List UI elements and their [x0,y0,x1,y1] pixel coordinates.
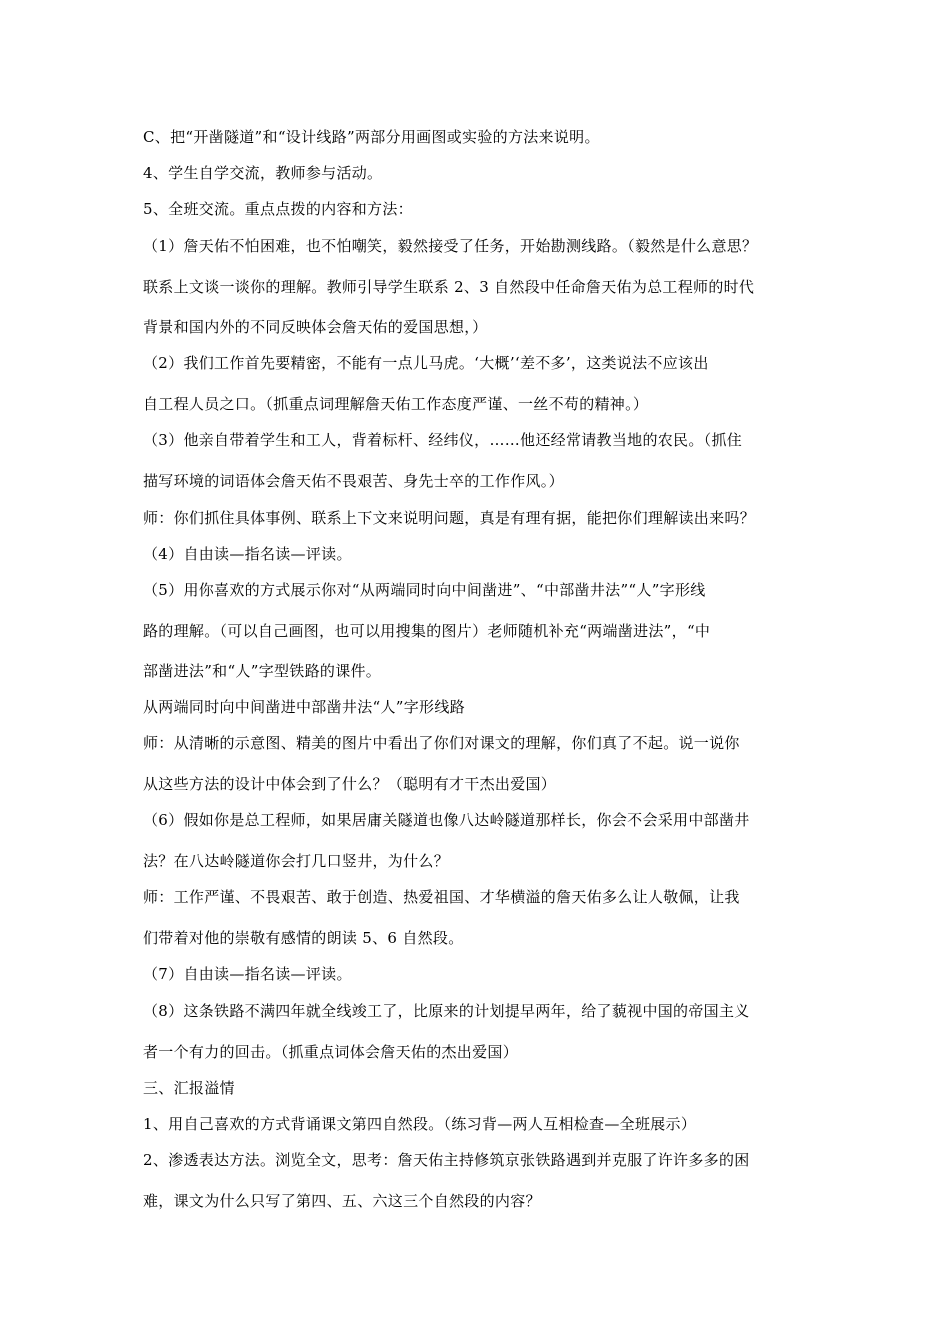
text-line-c-method: C、把“开凿隧道”和“设计线路”两部分用画图或实验的方法来说明。 [143,128,600,146]
text-line-point-5-cont-2: 部凿进法”和“人”字型铁路的课件。 [143,662,382,680]
text-line-teacher-3: 师：工作严谨、不畏艰苦、敢于创造、热爱祖国、才华横溢的詹天佑多么让人敬佩，让我 [143,888,740,906]
text-line-report-2: 2、渗透表达方法。浏览全文，思考：詹天佑主持修筑京张铁路遇到并克服了许许多多的困 [143,1151,750,1169]
text-line-point-2-cont: 自工程人员之口。（抓重点词理解詹天佑工作态度严谨、一丝不苟的精神。） [143,395,649,413]
text-line-report-2-cont: 难，课文为什么只写了第四、五、六这三个自然段的内容？ [143,1192,541,1210]
text-line-point-5-cont-1: 路的理解。（可以自己画图，也可以用搜集的图片）老师随机补充“两端凿进法”，“中 [143,622,711,640]
text-line-step-4: 4、学生自学交流，教师参与活动。 [143,164,383,182]
text-line-step-5: 5、全班交流。重点点拨的内容和方法： [143,200,413,218]
text-line-point-7: （7）自由读—指名读—评读。 [143,965,352,983]
text-line-point-6-cont: 法？在八达岭隧道你会打几口竖井，为什么？ [143,852,450,870]
text-line-teacher-2-cont: 从这些方法的设计中体会到了什么？（聪明有才干杰出爱国） [143,775,557,793]
text-line-point-4: （4）自由读—指名读—评读。 [143,545,352,563]
text-line-point-1-cont-2: 背景和国内外的不同反映体会詹天佑的爱国思想，） [143,318,488,336]
text-line-point-5: （5）用你喜欢的方式展示你对“从两端同时向中间凿进”、“中部凿井法”“人”字形线 [143,581,706,599]
text-line-point-3: （3）他亲自带着学生和工人，背着标杆、经纬仪，……他还经常请教当地的农民。（抓住 [143,431,743,449]
text-line-teacher-3-cont: 们带着对他的崇敬有感情的朗读 5、6 自然段。 [143,929,464,947]
section-heading-3: 三、汇报溢情 [143,1079,235,1097]
text-line-report-1: 1、用自己喜欢的方式背诵课文第四自然段。（练习背—两人互相检查—全班展示） [143,1115,697,1133]
text-line-point-2: （2）我们工作首先要精密，不能有一点儿马虎。‘大概’‘差不多’，这类说法不应该出 [143,354,709,372]
text-line-point-1: （1）詹天佑不怕困难，也不怕嘲笑，毅然接受了任务，开始勘测线路。（毅然是什么意思？ [143,237,758,255]
text-line-teacher-1: 师：你们抓住具体事例、联系上下文来说明问题，真是有理有据，能把你们理解读出来吗？ [143,509,756,527]
text-line-point-8: （8）这条铁路不满四年就全线竣工了，比原来的计划提早两年，给了藐视中国的帝国主义 [143,1002,750,1020]
text-line-point-8-cont: 者一个有力的回击。（抓重点词体会詹天佑的杰出爱国） [143,1043,519,1061]
text-line-point-1-cont-1: 联系上文谈一谈你的理解。教师引导学生联系 2、3 自然段中任命詹天佑为总工程师的时代 [143,278,755,296]
text-line-point-3-cont: 描写环境的词语体会詹天佑不畏艰苦、身先士卒的工作作风。） [143,472,564,490]
text-line-method-titles: 从两端同时向中间凿进中部凿井法“人”字形线路 [143,698,465,716]
text-line-point-6: （6）假如你是总工程师，如果居庸关隧道也像八达岭隧道那样长，你会不会采用中部凿井 [143,811,750,829]
text-line-teacher-2: 师：从清晰的示意图、精美的图片中看出了你们对课文的理解，你们真了不起。说一说你 [143,734,740,752]
